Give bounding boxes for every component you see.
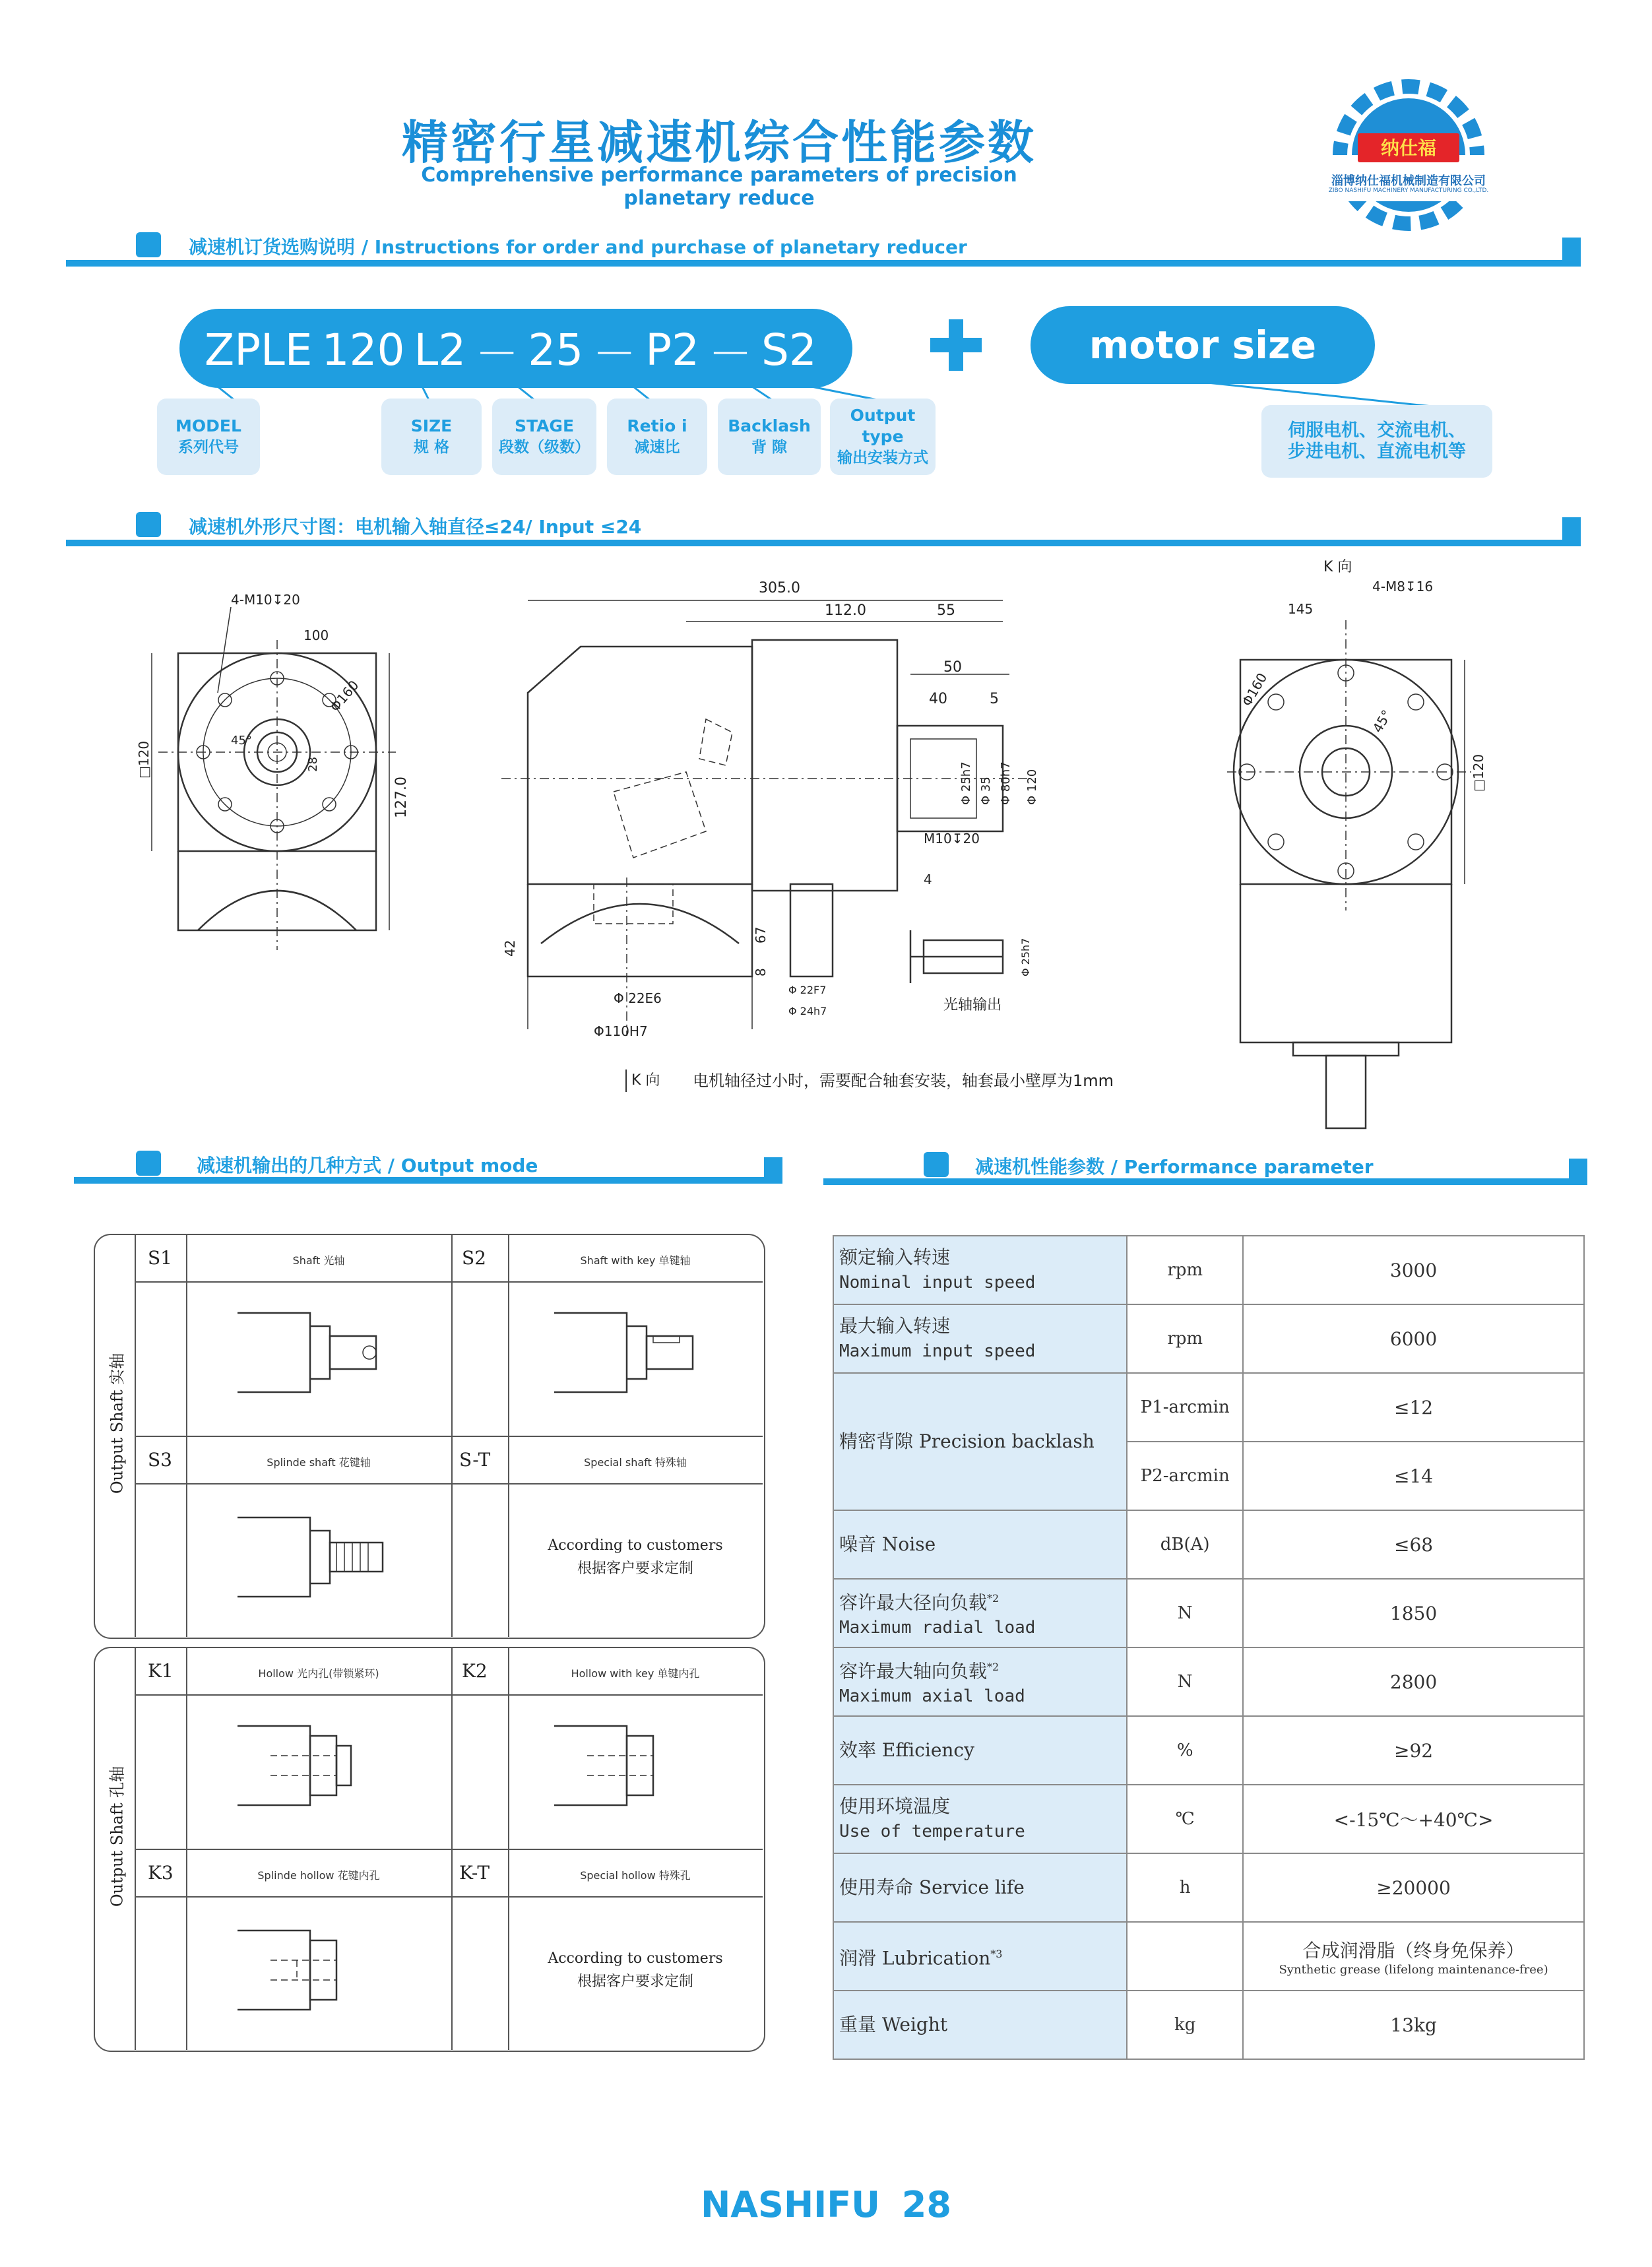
tag-motor-types: 伺服电机、交流电机、 步进电机、直流电机等 (1261, 405, 1492, 478)
table-row (833, 1991, 1584, 2059)
table-row (833, 1579, 1584, 1647)
company-logo (1313, 73, 1504, 198)
mode-k3-desc: Splinde hollow 花键内孔 (257, 1869, 380, 1882)
page-title: 精密行星减速机综合性能参数 (402, 115, 1036, 170)
dim-m10b: M10↧20 (924, 831, 980, 846)
section-dims-bar (66, 540, 1581, 546)
perf-value: ≤14 (1243, 1442, 1584, 1510)
perf-name-cn: 使用寿命 Service life (839, 1876, 1025, 1898)
dim-145: 145 (1288, 601, 1314, 617)
table-row (833, 1304, 1584, 1373)
perf-footnote: *3 (990, 1947, 1003, 1960)
perf-name-en: Maximum radial load (839, 1618, 1036, 1638)
dim-40: 40 (929, 691, 947, 707)
perf-name-cn: 容许最大径向负载 (839, 1591, 988, 1614)
perf-unit: rpm (1127, 1304, 1243, 1373)
dim-55: 55 (937, 602, 955, 619)
hollow-k2-icon (548, 1719, 719, 1818)
code-size: 120 (321, 324, 405, 375)
perf-unit (1127, 1922, 1243, 1991)
dim-4: 4 (924, 872, 932, 887)
code-dash-1: － (475, 328, 519, 379)
dim-8: 8 (753, 968, 769, 976)
perf-value: 合成润滑脂（终身免保养） (1302, 1939, 1525, 1962)
mode-kt-desc: Special hollow 特殊孔 (580, 1869, 691, 1882)
om-divider (135, 1436, 763, 1437)
logo-name: 纳仕福 (1380, 137, 1437, 159)
footer-page-number: 28 (901, 2184, 951, 2225)
mode-st-custom-en: According to customers (548, 1537, 723, 1554)
perf-value: 13kg (1243, 1991, 1584, 2059)
perf-unit: dB(A) (1127, 1510, 1243, 1579)
dim-28: 28 (306, 757, 320, 772)
table-row (833, 1236, 1584, 1304)
om-divider (135, 1694, 763, 1696)
hollow-k1-icon (231, 1719, 402, 1818)
dim-phi160: Φ160 (327, 677, 362, 715)
perf-unit: rpm (1127, 1236, 1243, 1304)
perf-unit: P1-arcmin (1127, 1373, 1243, 1442)
om-divider (135, 1281, 763, 1283)
perf-footnote: *2 (987, 1591, 1000, 1605)
dim-phi22e6: Φ 22E6 (614, 990, 662, 1006)
perf-unit: % (1127, 1716, 1243, 1785)
tag-backlash: Backlash 背 隙 (718, 399, 821, 475)
section-order-title: 减速机订货选购说明 / Instructions for order and purchase of planetary reducer (189, 236, 967, 258)
perf-value: 2800 (1243, 1647, 1584, 1716)
perf-name-en: Maximum input speed (839, 1341, 1036, 1361)
perf-unit: P2-arcmin (1127, 1442, 1243, 1510)
perf-value: 1850 (1243, 1579, 1584, 1647)
side-section-view (488, 574, 1122, 1049)
tag-output-type: Output type 输出安装方式 (830, 399, 936, 475)
perf-unit: N (1127, 1579, 1243, 1647)
mode-kt-custom-en: According to customers (548, 1950, 723, 1967)
table-row (833, 1373, 1584, 1442)
dims-note: 电机轴径过小时，需要配合轴套安装，轴套最小壁厚为1mm (693, 1071, 1114, 1090)
k-direction-view (1227, 554, 1557, 1148)
mode-k1-code: K1 (148, 1660, 174, 1682)
perf-name-en: Nominal input speed (839, 1273, 1036, 1293)
dim-m10: 4-M10↧20 (231, 592, 300, 608)
shaft-s2-icon (548, 1306, 719, 1405)
perf-value: ≥92 (1243, 1716, 1584, 1785)
section-dims-marker (136, 512, 161, 537)
section-output-bar-end (764, 1157, 782, 1184)
dim-305: 305.0 (759, 580, 800, 596)
page-footer (0, 2184, 1652, 2225)
perf-name-en: Use of temperature (839, 1822, 1025, 1841)
perf-name-cn: 润滑 Lubrication (839, 1947, 991, 1969)
group-hollow-label: Output Shaft 孔轴 (108, 1766, 127, 1907)
dim-kdir: K 向 (1323, 559, 1352, 575)
section-order-marker (136, 232, 161, 257)
section-output-marker (136, 1151, 161, 1176)
dim-45: 45° (231, 734, 252, 748)
footer-brand: NASHIFU (701, 2184, 880, 2225)
table-row (833, 1785, 1584, 1853)
mode-k2-desc: Hollow with key 单键内孔 (571, 1667, 700, 1680)
perf-value: ≤68 (1243, 1510, 1584, 1579)
tag-size: SIZE 规 格 (381, 399, 482, 475)
dim-phi24h7: Φ 24h7 (788, 1005, 827, 1017)
perf-unit: N (1127, 1647, 1243, 1716)
mode-s3-desc: Splinde shaft 花键轴 (267, 1456, 371, 1469)
perf-unit: ℃ (1127, 1785, 1243, 1853)
performance-table (833, 1235, 1585, 2060)
code-model: ZPLE (205, 324, 313, 375)
smooth-shaft-label: 光轴输出 (943, 997, 1002, 1013)
mode-s3-code: S3 (148, 1449, 172, 1471)
om-divider (135, 1483, 763, 1485)
tag-model: MODEL 系列代号 (157, 399, 260, 475)
perf-name-cn: 噪音 Noise (839, 1533, 936, 1555)
table-row (833, 1510, 1584, 1579)
om-divider (135, 1849, 763, 1850)
dim-phi25h7b: Φ 25h7 (1019, 938, 1032, 976)
dim-phi120: Φ 120 (1025, 769, 1039, 805)
logo-company-cn: 淄博纳仕福机械制造有限公司 (1331, 174, 1486, 188)
table-row (833, 1647, 1584, 1716)
table-row (833, 1853, 1584, 1922)
mode-s1-desc: Shaft 光轴 (292, 1254, 345, 1267)
mode-kt-custom-cn: 根据客户要求定制 (577, 1973, 693, 1990)
shaft-s1-icon (231, 1306, 402, 1405)
code-backlash: P2 (645, 324, 700, 375)
plus-symbol (930, 319, 931, 320)
code-dash-2: － (592, 328, 637, 379)
dim-50: 50 (943, 659, 962, 676)
mode-k1-desc: Hollow 光内孔(带锁紧环) (258, 1667, 379, 1680)
dim-phi35: Φ 35 (979, 777, 993, 805)
section-order-bar-end (1562, 238, 1581, 267)
section-perf-bar (823, 1178, 1587, 1185)
perf-value: <-15℃～+40℃> (1243, 1785, 1584, 1853)
perf-value: ≥20000 (1243, 1853, 1584, 1922)
dim-67: 67 (753, 926, 769, 943)
mode-kt-code: K-T (459, 1862, 490, 1884)
section-perf-marker (924, 1152, 949, 1177)
perf-name-en: Maximum axial load (839, 1686, 1025, 1707)
mode-k2-code: K2 (462, 1660, 488, 1682)
mode-s2-desc: Shaft with key 单键轴 (580, 1254, 691, 1267)
dim-phi110h7: Φ110H7 (594, 1023, 648, 1039)
dim-5: 5 (990, 691, 999, 707)
dim-phi22f7: Φ 22F7 (788, 984, 827, 996)
tag-ratio: Retio i 减速比 (607, 399, 707, 475)
section-order-bar (66, 260, 1581, 267)
mode-s1-code: S1 (148, 1247, 172, 1269)
section-output-bar (74, 1177, 782, 1184)
perf-name-cn: 额定输入转速 (839, 1246, 951, 1268)
perf-value: ≤12 (1243, 1373, 1584, 1442)
code-dash-3: － (709, 328, 753, 379)
shaft-s3-icon (231, 1511, 402, 1610)
k-direction-bottom: K 向 (625, 1069, 660, 1092)
dim-m8: 4-M8↧16 (1372, 579, 1434, 594)
perf-name-cn: 重量 Weight (839, 2014, 948, 2035)
motor-size-label: motor size (1089, 323, 1317, 367)
logo-company-en: ZIBO NASHIFU MACHINERY MANUFACTURING CO.,LTD. (1328, 187, 1489, 194)
plus-icon (930, 319, 982, 371)
perf-footnote: *2 (987, 1660, 1000, 1673)
dim-phi160b: Φ160 (1238, 670, 1271, 709)
perf-value: 6000 (1243, 1304, 1584, 1373)
section-dims-bar-end (1562, 517, 1581, 546)
group-solid-label: Output Shaft 实轴 (108, 1353, 127, 1494)
code-output: S2 (761, 324, 817, 375)
perf-value-en: Synthetic grease (lifelong maintenance-free) (1279, 1962, 1548, 1977)
perf-name-cn: 使用环境温度 (839, 1795, 951, 1817)
perf-name-cn: 最大输入转速 (839, 1315, 951, 1337)
perf-unit: h (1127, 1853, 1243, 1922)
perf-name-cn: 容许最大轴向负载 (839, 1660, 988, 1682)
dim-42: 42 (502, 940, 518, 957)
dim-112: 112.0 (825, 602, 866, 619)
code-ratio: 25 (528, 324, 584, 375)
mode-st-custom-cn: 根据客户要求定制 (577, 1560, 693, 1577)
tag-stage: STAGE 段数（级数） (492, 399, 596, 475)
perf-name-cn: 精密背隙 Precision backlash (839, 1430, 1095, 1452)
section-dims-title: 减速机外形尺寸图：电机输入轴直径≤24/ Input ≤24 (189, 516, 642, 538)
section-output-title: 减速机输出的几种方式 / Output mode (197, 1155, 538, 1176)
hollow-k3-icon (231, 1924, 402, 2023)
perf-unit: kg (1127, 1991, 1243, 2059)
table-row (833, 1922, 1584, 1991)
mode-s2-code: S2 (462, 1247, 486, 1269)
dim-phi25h7: Φ 25h7 (959, 761, 973, 805)
perf-name-cn: 效率 Efficiency (839, 1739, 974, 1761)
mode-st-code: S-T (459, 1449, 491, 1471)
om-divider (135, 1896, 763, 1898)
dim-phi80h7: Φ 80h7 (999, 761, 1013, 805)
dim-sq120b: □120 (1471, 753, 1486, 792)
section-perf-bar-end (1569, 1159, 1587, 1185)
perf-value: 3000 (1243, 1236, 1584, 1304)
mode-k3-code: K3 (148, 1862, 174, 1884)
mode-st-desc: Special shaft 特殊轴 (584, 1456, 687, 1469)
section-perf-title: 减速机性能参数 / Performance parameter (975, 1156, 1374, 1178)
table-row (833, 1716, 1584, 1785)
dim-100: 100 (303, 627, 329, 643)
code-stage: L2 (414, 324, 466, 375)
dim-127: 127.0 (393, 777, 410, 818)
dim-sq120: □120 (136, 740, 152, 779)
front-flange-view (136, 581, 422, 1016)
page-subtitle: Comprehensive performance parameters of precision planetary reduce (421, 164, 1017, 210)
dim-45b: 45° (1369, 707, 1395, 736)
